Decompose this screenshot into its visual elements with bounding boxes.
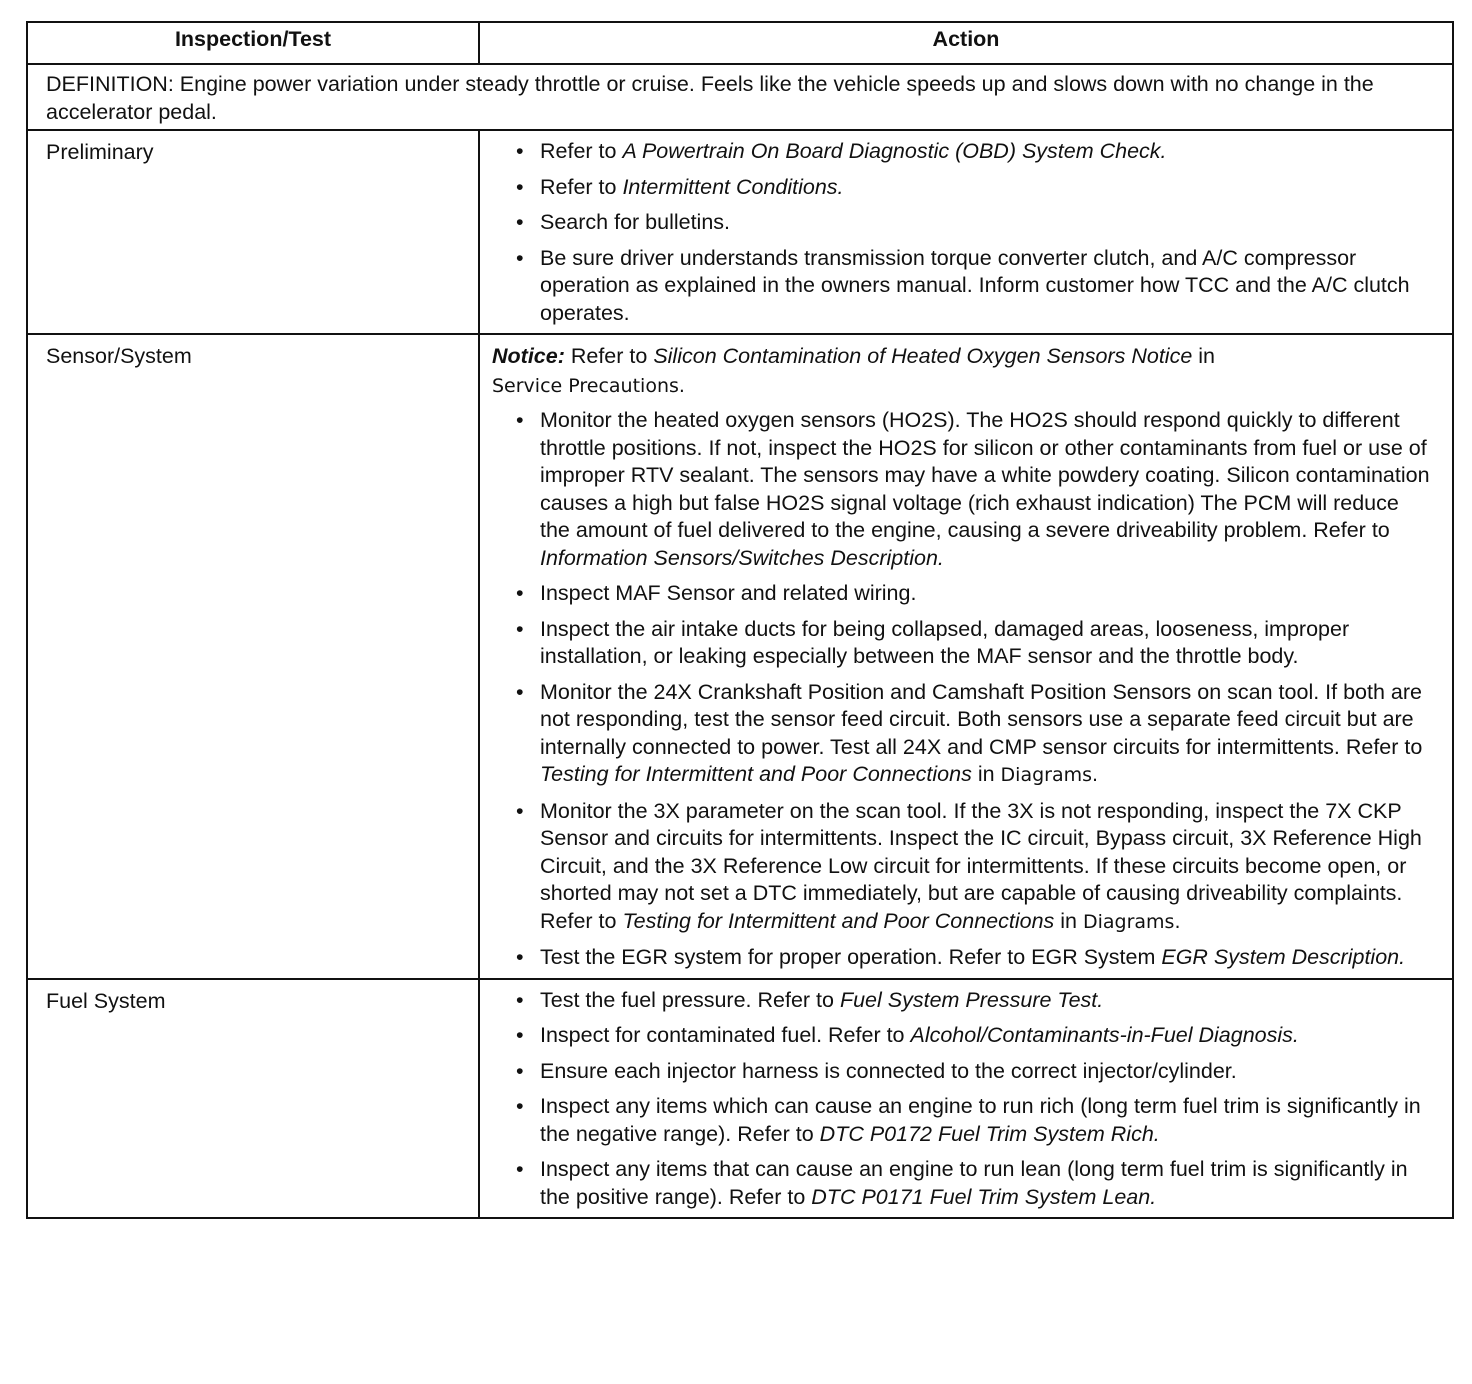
list-item: • Search for bulletins. [490,209,1432,237]
list-item: • Refer to A Powertrain On Board Diagnostic (OBD) System Check. [490,138,1432,166]
definition-row [27,64,1453,130]
row-actions-sensor-system [479,334,1453,979]
list-item: • Ensure each injector harness is connected to the correct injector/cylinder. [490,1058,1432,1086]
list-item: • Test the fuel pressure. Refer to Fuel System Pressure Test. [490,987,1432,1015]
table-row [27,130,1453,334]
action-list [490,987,1432,1212]
definition-text: DEFINITION: Engine power variation under steady throttle or cruise. Feels like the vehicle speeds up and slows down with no change in the accelerator pedal. [27,64,1453,130]
list-item: • Inspect MAF Sensor and related wiring. [490,580,1432,608]
list-item: • Monitor the heated oxygen sensors (HO2S). The HO2S should respond quickly to different throttle positions. If not, inspect the HO2S for silicon or other contaminants from fuel or use of improper RTV sealant. The sensors may have a white powdery coating. Silicon contamination causes a high but false HO2S signal voltage (rich exhaust indication) The PCM will reduce the amount of fuel delivered to the engine, causing a severe driveability problem. Refer to Information Sensors/Switches Description. [490,407,1432,572]
column-header-inspection: Inspection/Test [27,22,479,64]
action-list [490,138,1432,327]
list-item: • Inspect the air intake ducts for being collapsed, damaged areas, looseness, improper installation, or leaking especially between the MAF sensor and the throttle body. [490,616,1432,671]
column-header-action: Action [479,22,1453,64]
row-actions-fuel-system [479,979,1453,1219]
row-label-sensor-system: Sensor/System [27,334,479,979]
list-item: • Inspect for contaminated fuel. Refer to Alcohol/Contaminants-in-Fuel Diagnosis. [490,1022,1432,1050]
row-label-fuel-system: Fuel System [27,979,479,1219]
diagnostic-table-container [26,21,1452,1219]
list-item: • Monitor the 24X Crankshaft Position and Camshaft Position Sensors on scan tool. If both are not responding, test the sensor feed circuit. Both sensors use a separate feed circuit but are internally connected to power. Test all 24X and CMP sensor circuits for intermittents. Refer to Testing for Intermittent and Poor Connections in Diagrams. [490,679,1432,790]
notice-text: Notice: Refer to Silicon Contamination of Heated Oxygen Sensors Notice in Service Precautions. [492,344,1216,397]
list-item: • Refer to Intermittent Conditions. [490,174,1432,202]
list-item: • Monitor the 3X parameter on the scan tool. If the 3X is not responding, inspect the 7X CKP Sensor and circuits for intermittents. Inspect the IC circuit, Bypass circuit, 3X Reference High Circuit, and the 3X Reference Low circuit for intermittents. If these circuits become open, or shorted may not set a DTC immediately, but are capable of causing driveability complaints. Refer to Testing for Intermittent and Poor Connections in Diagrams. [490,798,1432,937]
action-list [490,407,1432,972]
table-row [27,334,1453,979]
list-item: • Inspect any items which can cause an engine to run rich (long term fuel trim is significantly in the negative range). Refer to DTC P0172 Fuel Trim System Rich. [490,1093,1432,1148]
diagnostic-table [26,21,1454,1219]
table-row [27,979,1453,1219]
row-label-preliminary: Preliminary [27,130,479,334]
list-item: • Inspect any items that can cause an engine to run lean (long term fuel trim is significantly in the positive range). Refer to DTC P0171 Fuel Trim System Lean. [490,1156,1432,1211]
list-item: • Test the EGR system for proper operation. Refer to EGR System EGR System Description. [490,944,1432,972]
table-header-row [27,22,1453,64]
row-actions-preliminary [479,130,1453,334]
list-item: • Be sure driver understands transmission torque converter clutch, and A/C compressor operation as explained in the owners manual. Inform customer how TCC and the A/C clutch operates. [490,245,1432,328]
